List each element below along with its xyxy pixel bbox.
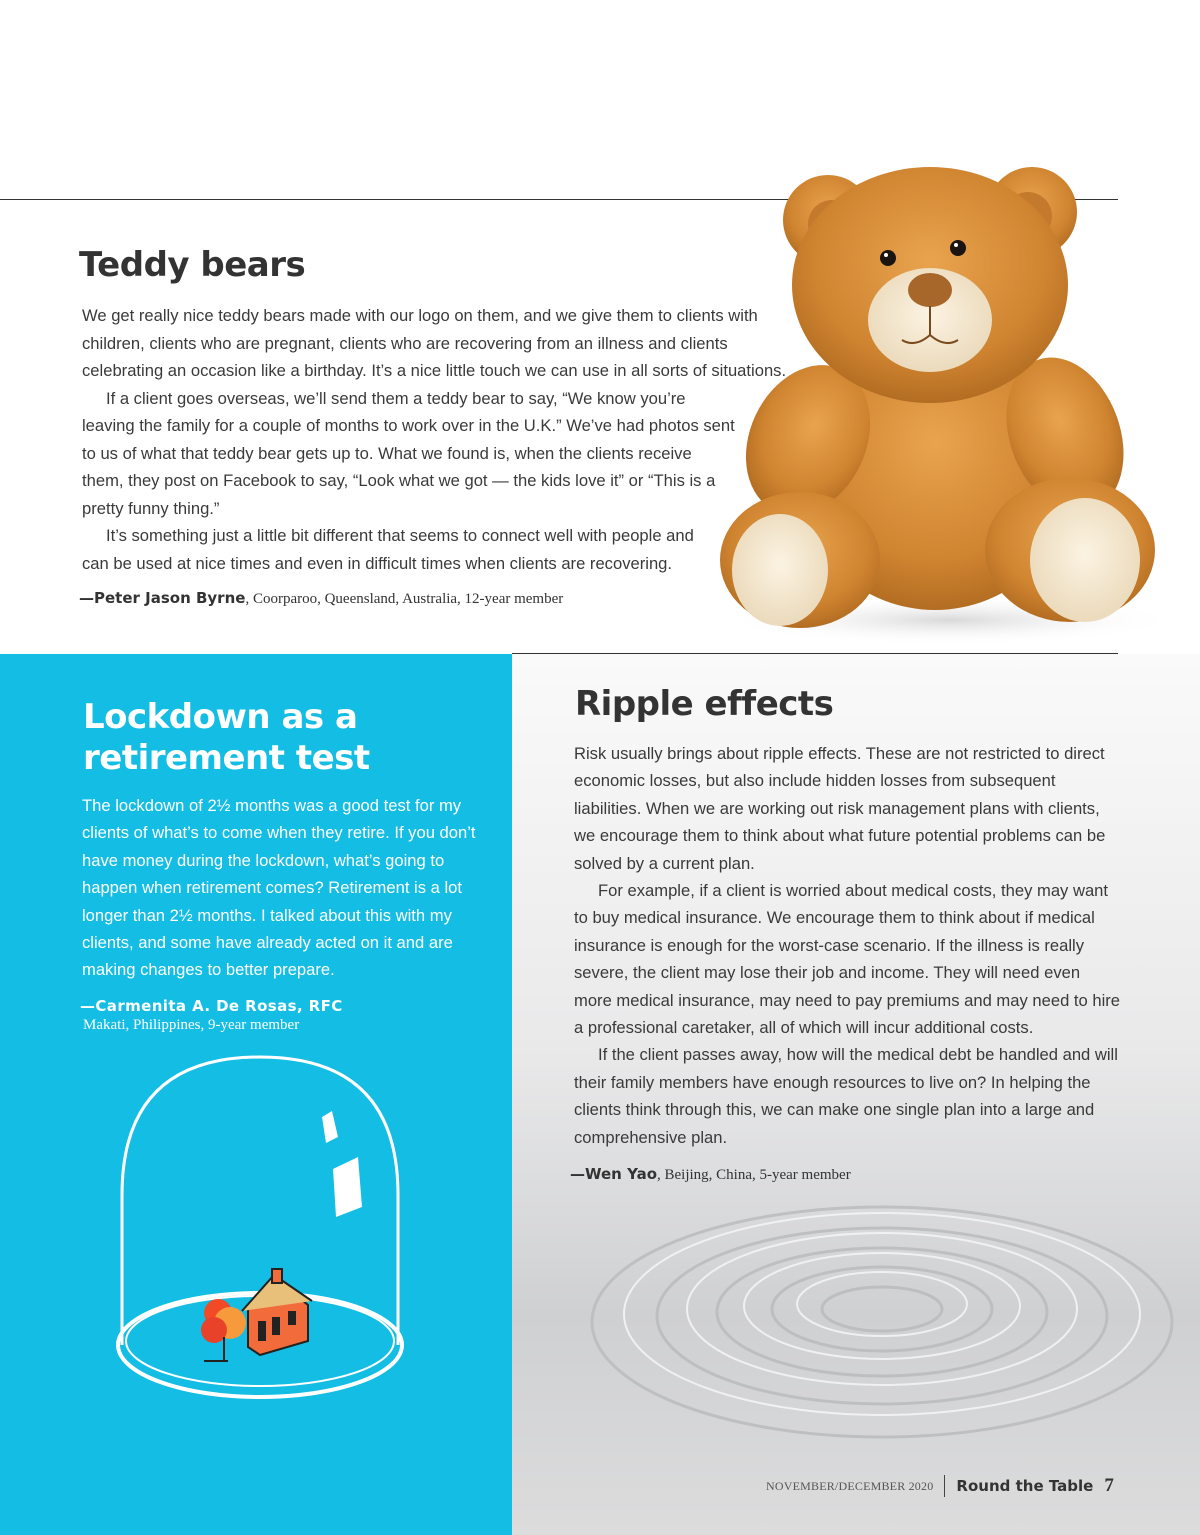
ripple-paragraph-2: For example, if a client is worried about medical costs, they may want to buy medical insurance. We encourage them to think about if medical insurance is enough for the worst-case scenario. If the illness is really severe, the client may lose their job and income. They will need even more medical insurance, may need to pay premiums and may need to hire a professional caretaker, all of which will incur additional costs. xyxy=(574,881,1121,1038)
ripple-attribution-detail: , Beijing, China, 5-year member xyxy=(657,1167,851,1183)
lockdown-section-title: Lockdown as a retirement test xyxy=(83,697,370,778)
teddy-paragraph-2: If a client goes overseas, we’ll send them a teddy bear to say, “We know you’re leaving the family for a couple of months to work over in the U.K.” We’ve had photos sent to us of what that teddy bear gets up to. What we found is, when the clients receive them, they post on Facebook to say, “Look what we got — the kids love it” or “This is a pretty funny thing.” xyxy=(82,388,735,518)
footer-separator xyxy=(944,1475,945,1497)
ripple-attribution-name: —Wen Yao xyxy=(570,1165,657,1183)
teddy-section-title: Teddy bears xyxy=(79,245,306,285)
teddy-attribution-detail: , Coorparoo, Queensland, Australia, 12-year member xyxy=(245,591,564,607)
teddy-section-body xyxy=(82,302,787,577)
issue-date: NOVEMBER/DECEMBER 2020 xyxy=(766,1478,934,1493)
lockdown-paragraph: The lockdown of 2½ months was a good test for my clients of what’s to come when they retire. If you don’t have money during the lockdown, what’s going to happen when retirement comes? Retirement is a lot longer than 2½ months. I talked about this with my clients, and some have already acted on it and are making changes to better prepare. xyxy=(82,796,476,980)
page-number: 7 xyxy=(1104,1475,1114,1496)
glass-dome-house-illustration xyxy=(100,1045,420,1405)
teddy-paragraph-3: It’s something just a little bit different that seems to connect well with people and can be used at nice times and even in difficult times when clients are recovering. xyxy=(82,526,694,573)
ripple-attribution xyxy=(570,1165,851,1184)
teddy-attribution xyxy=(79,589,563,608)
lockdown-attribution-name: —Carmenita A. De Rosas, RFC xyxy=(80,997,343,1015)
ripple-section-title: Ripple effects xyxy=(575,684,834,724)
ripple-section-body xyxy=(574,740,1122,1151)
lockdown-section-body xyxy=(82,792,492,984)
magazine-name: Round the Table xyxy=(956,1477,1094,1495)
teddy-bear-image xyxy=(720,150,1200,650)
teddy-attribution-name: —Peter Jason Byrne xyxy=(79,589,246,607)
lockdown-attribution-detail: Makati, Philippines, 9-year member xyxy=(83,1017,300,1033)
teddy-paragraph-1: We get really nice teddy bears made with our logo on them, and we give them to clients with children, clients who are pregnant, clients who are recovering from an illness and clients celebrating an occasion like a birthday. It’s a nice little touch we can use in all sorts of situations. xyxy=(82,306,787,380)
ripple-paragraph-1: Risk usually brings about ripple effects. These are not restricted to direct economic losses, but also include hidden losses from subsequent liabilities. When we are working out risk management plans with clients, we encourage them to think about what future potential problems can be solved by a current plan. xyxy=(574,744,1106,873)
page-footer xyxy=(766,1474,1114,1498)
ripple-paragraph-3: If the client passes away, how will the medical debt be handled and will their family members have enough resources to live on? In helping the clients think through this, we can make one single plan into a large and comprehensive plan. xyxy=(574,1045,1118,1147)
